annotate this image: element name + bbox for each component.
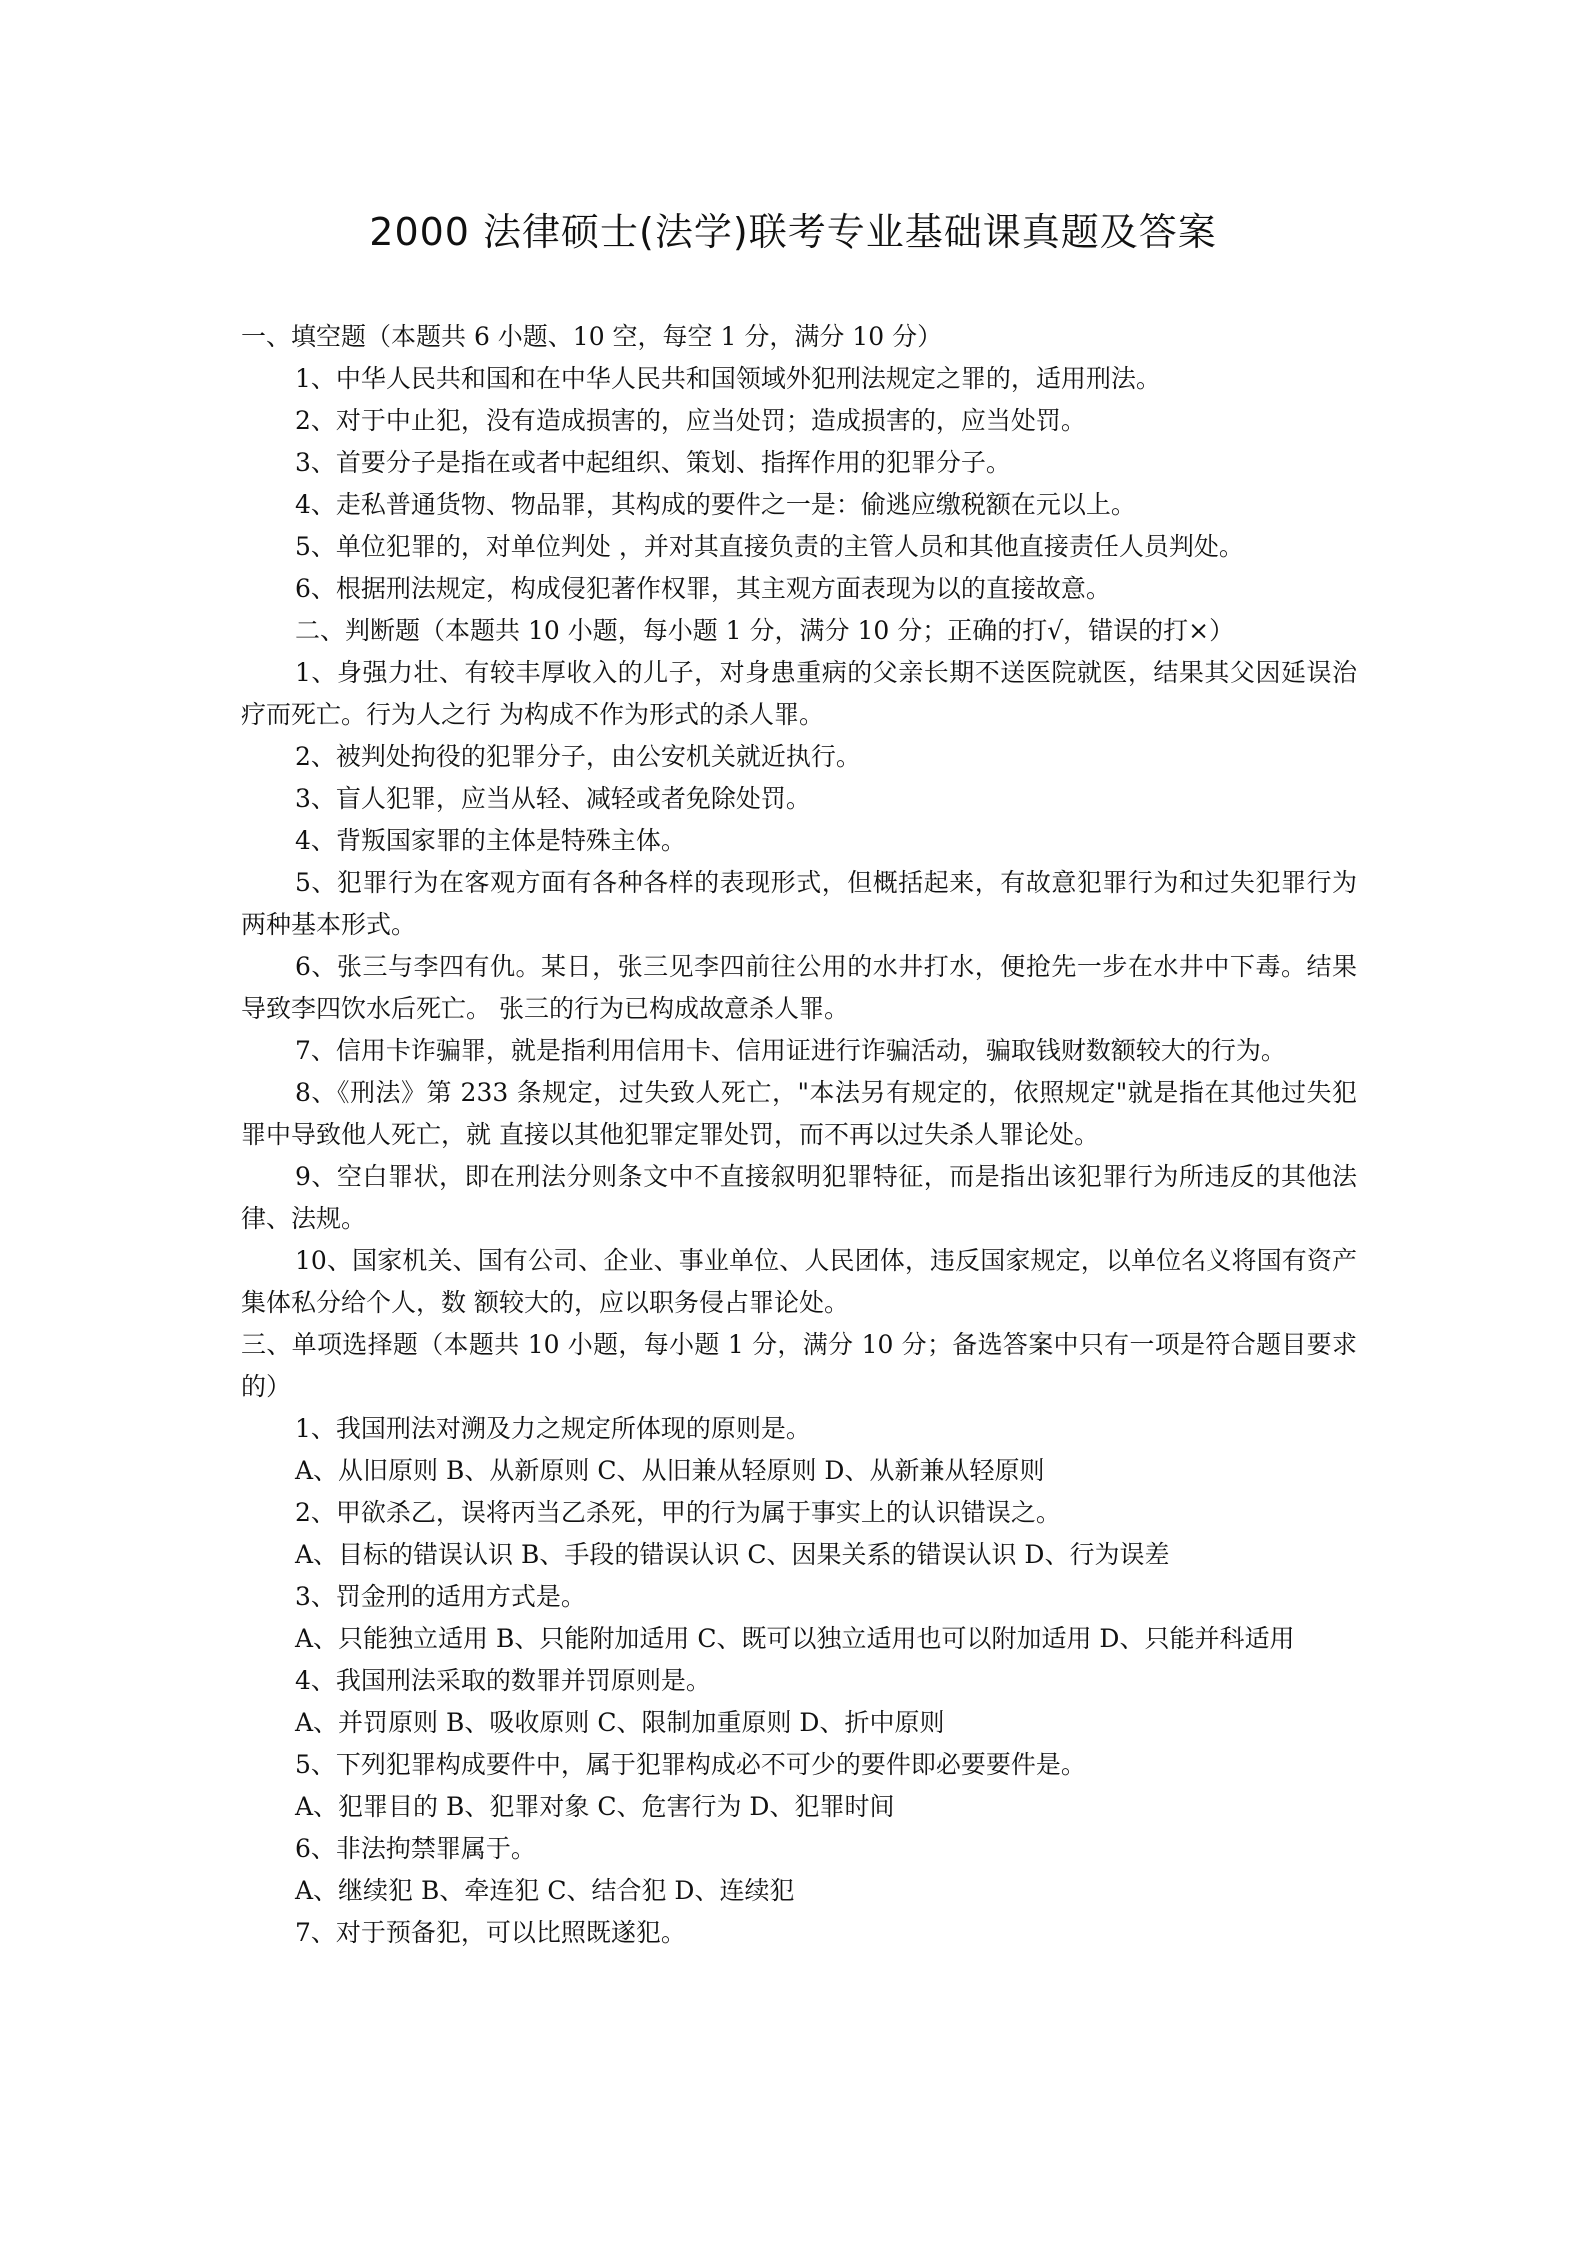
paragraph: 7、信用卡诈骗罪，就是指利用信用卡、信用证进行诈骗活动，骗取钱财数额较大的行为。 — [295, 1036, 1286, 1065]
paragraph: 1、身强力壮、有较丰厚收入的儿子，对身患重病的父亲长期不送医院就医，结果其父因延误治疗而死亡。行为人之行 为构成不作为形式的杀人罪。 — [241, 658, 1357, 729]
paragraph: 4、我国刑法采取的数罪并罚原则是。 — [295, 1666, 711, 1695]
paragraph: 2、对于中止犯，没有造成损害的，应当处罚；造成损害的，应当处罚。 — [295, 406, 1086, 435]
paragraph: 4、走私普通货物、物品罪，其构成的要件之一是：偷逃应缴税额在元以上。 — [295, 490, 1136, 519]
paragraph: A、犯罪目的 B、犯罪对象 C、危害行为 D、犯罪时间 — [295, 1792, 895, 1821]
paragraph: A、继续犯 B、牵连犯 C、结合犯 D、连续犯 — [295, 1876, 795, 1905]
paragraph: 1、我国刑法对溯及力之规定所体现的原则是。 — [295, 1414, 811, 1443]
paragraph: 3、首要分子是指在或者中起组织、策划、指挥作用的犯罪分子。 — [295, 448, 1011, 477]
paragraph: 3、盲人犯罪，应当从轻、减轻或者免除处罚。 — [295, 784, 811, 813]
paragraph: A、从旧原则 B、从新原则 C、从旧兼从轻原则 D、从新兼从轻原则 — [295, 1456, 1045, 1485]
paragraph: 2、甲欲杀乙，误将丙当乙杀死，甲的行为属于事实上的认识错误之。 — [295, 1498, 1061, 1527]
paragraph: A、只能独立适用 B、只能附加适用 C、既可以独立适用也可以附加适用 D、只能并科适用 — [295, 1624, 1295, 1653]
paragraph: 6、根据刑法规定，构成侵犯著作权罪，其主观方面表现为以的直接故意。 — [295, 574, 1111, 603]
paragraph: 5、犯罪行为在客观方面有各种各样的表现形式，但概括起来，有故意犯罪行为和过失犯罪行为两种基本形式。 — [241, 868, 1357, 939]
paragraph: 9、空白罪状，即在刑法分则条文中不直接叙明犯罪特征，而是指出该犯罪行为所违反的其他法律、法规。 — [241, 1162, 1357, 1233]
paragraph: 2、被判处拘役的犯罪分子，由公安机关就近执行。 — [295, 742, 861, 771]
paragraph: A、并罚原则 B、吸收原则 C、限制加重原则 D、折中原则 — [295, 1708, 945, 1737]
paragraph: 10、国家机关、国有公司、企业、事业单位、人民团体，违反国家规定，以单位名义将国有资产集体私分给个人，数 额较大的，应以职务侵占罪论处。 — [241, 1246, 1357, 1317]
paragraph: 7、对于预备犯，可以比照既遂犯。 — [295, 1918, 686, 1947]
document-title: 2000 法律硕士(法学)联考专业基础课真题及答案 — [369, 210, 1217, 254]
paragraph: A、目标的错误认识 B、手段的错误认识 C、因果关系的错误认识 D、行为误差 — [295, 1540, 1170, 1569]
paragraph: 5、下列犯罪构成要件中，属于犯罪构成必不可少的要件即必要要件是。 — [295, 1750, 1086, 1779]
paragraph: 4、背叛国家罪的主体是特殊主体。 — [295, 826, 686, 855]
document-body — [241, 316, 1357, 1954]
paragraph: 三、单项选择题（本题共 10 小题，每小题 1 分，满分 10 分；备选答案中只有一项是符合题目要求的） — [241, 1330, 1357, 1401]
paragraph: 8、《刑法》第 233 条规定，过失致人死亡，"本法另有规定的，依照规定"就是指在其他过失犯罪中导致他人死亡，就 直接以其他犯罪定罪处罚，而不再以过失杀人罪论处。 — [241, 1078, 1357, 1149]
paragraph: 5、单位犯罪的，对单位判处 ，并对其直接负责的主管人员和其他直接责任人员判处。 — [295, 532, 1244, 561]
paragraph: 二、判断题（本题共 10 小题，每小题 1 分，满分 10 分；正确的打√，错误的打×） — [295, 616, 1235, 645]
paragraph: 6、张三与李四有仇。某日，张三见李四前往公用的水井打水，便抢先一步在水井中下毒。结果导致李四饮水后死亡。 张三的行为已构成故意杀人罪。 — [241, 952, 1357, 1023]
paragraph: 3、罚金刑的适用方式是。 — [295, 1582, 586, 1611]
paragraph: 6、非法拘禁罪属于。 — [295, 1834, 536, 1863]
paragraph: 1、中华人民共和国和在中华人民共和国领域外犯刑法规定之罪的，适用刑法。 — [295, 364, 1161, 393]
paragraph: 一、填空题（本题共 6 小题、10 空，每空 1 分，满分 10 分） — [241, 322, 943, 351]
